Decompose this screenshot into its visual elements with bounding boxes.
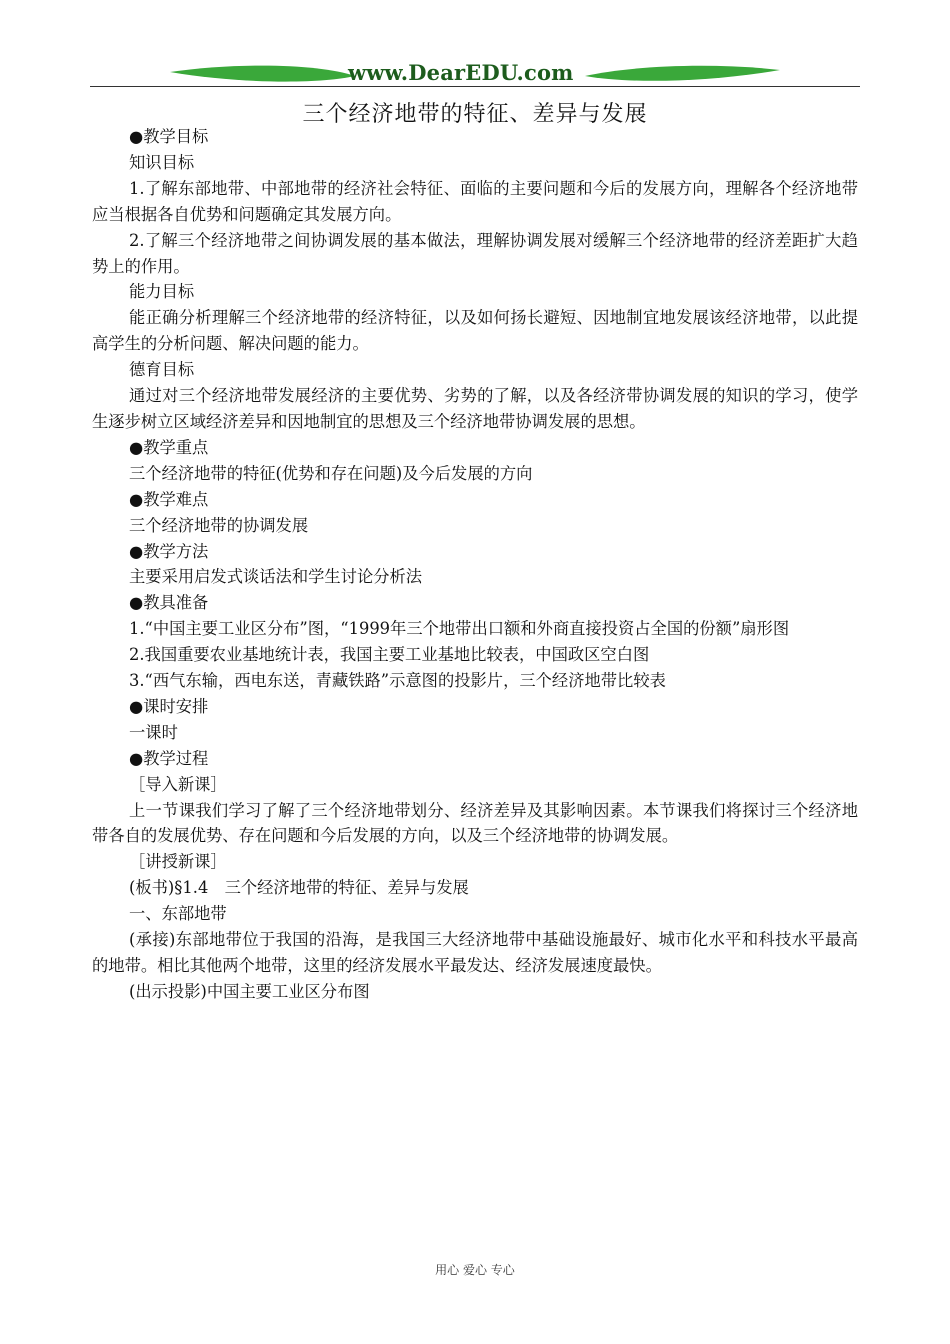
paragraph: 能力目标 xyxy=(129,282,195,302)
paragraph: 1.了解东部地带、中部地带的经济社会特征、面临的主要问题和今后的发展方向，理解各个经济地带应当根据各自优势和问题确定其发展方向。 xyxy=(92,178,858,224)
paragraph: 1.“中国主要工业区分布”图，“1999年三个地带出口额和外商直接投资占全国的份额”扇形图 xyxy=(129,619,790,639)
page-footer: 用心 爱心 专心 xyxy=(435,1263,515,1277)
paragraph: 一课时 xyxy=(129,722,178,742)
paragraph: 德育目标 xyxy=(129,360,195,380)
paragraph: (承接)东部地带位于我国的沿海，是我国三大经济地带中基础设施最好、城市化水平和科技水平最高的地带。相比其他两个地带，这里的经济发展水平最发达、经济发展速度最快。 xyxy=(92,930,858,975)
paragraph: ●课时安排 xyxy=(129,696,209,716)
paragraph: 三个经济地带的特征(优势和存在问题)及今后发展的方向 xyxy=(129,463,533,483)
site-header xyxy=(90,58,860,90)
paragraph: ●教学难点 xyxy=(129,489,209,509)
paragraph: 一、东部地带 xyxy=(129,904,227,924)
paragraph: 3.“西气东输，西电东送，青藏铁路”示意图的投影片，三个经济地带比较表 xyxy=(129,671,666,691)
paragraph: ［导入新课］ xyxy=(129,774,227,794)
header-divider xyxy=(90,86,860,87)
paragraph: (出示投影)中国主要工业区分布图 xyxy=(129,981,370,1001)
paragraph: 主要采用启发式谈话法和学生讨论分析法 xyxy=(129,567,423,587)
paragraph: 2.我国重要农业基地统计表，我国主要工业基地比较表，中国政区空白图 xyxy=(129,645,650,665)
paragraph: 知识目标 xyxy=(129,152,195,172)
page-title: 三个经济地带的特征、差异与发展 xyxy=(302,102,648,127)
site-logo[interactable]: www.DearEDU.com xyxy=(348,60,574,85)
paragraph: ［讲授新课］ xyxy=(129,852,227,872)
paragraph: 上一节课我们学习了解了三个经济地带划分、经济差异及其影响因素。本节课我们将探讨三个经济地带各自的发展优势、存在问题和今后发展的方向，以及三个经济地带的协调发展。 xyxy=(92,800,858,846)
paragraph: ●教学方法 xyxy=(129,541,209,561)
paragraph: (板书)§1.4 三个经济地带的特征、差异与发展 xyxy=(129,878,469,898)
paragraph: ●教具准备 xyxy=(129,593,209,613)
paragraph: ●教学过程 xyxy=(129,748,209,768)
paragraph: ●教学重点 xyxy=(129,437,209,457)
paragraph: 2.了解三个经济地带之间协调发展的基本做法，理解协调发展对缓解三个经济地带的经济差距扩大趋势上的作用。 xyxy=(92,230,858,276)
paragraph: 三个经济地带的协调发展 xyxy=(129,515,309,535)
paragraph: ●教学目标 xyxy=(129,127,209,146)
paragraph: 通过对三个经济地带发展经济的主要优势、劣势的了解，以及各经济带协调发展的知识的学习，使学生逐步树立区域经济差异和因地制宜的思想及三个经济地带协调发展的思想。 xyxy=(92,386,858,431)
paragraph: 能正确分析理解三个经济地带的经济特征，以及如何扬长避短、因地制宜地发展该经济地带，以此提高学生的分析问题、解决问题的能力。 xyxy=(92,308,858,354)
document-body xyxy=(92,124,858,1005)
